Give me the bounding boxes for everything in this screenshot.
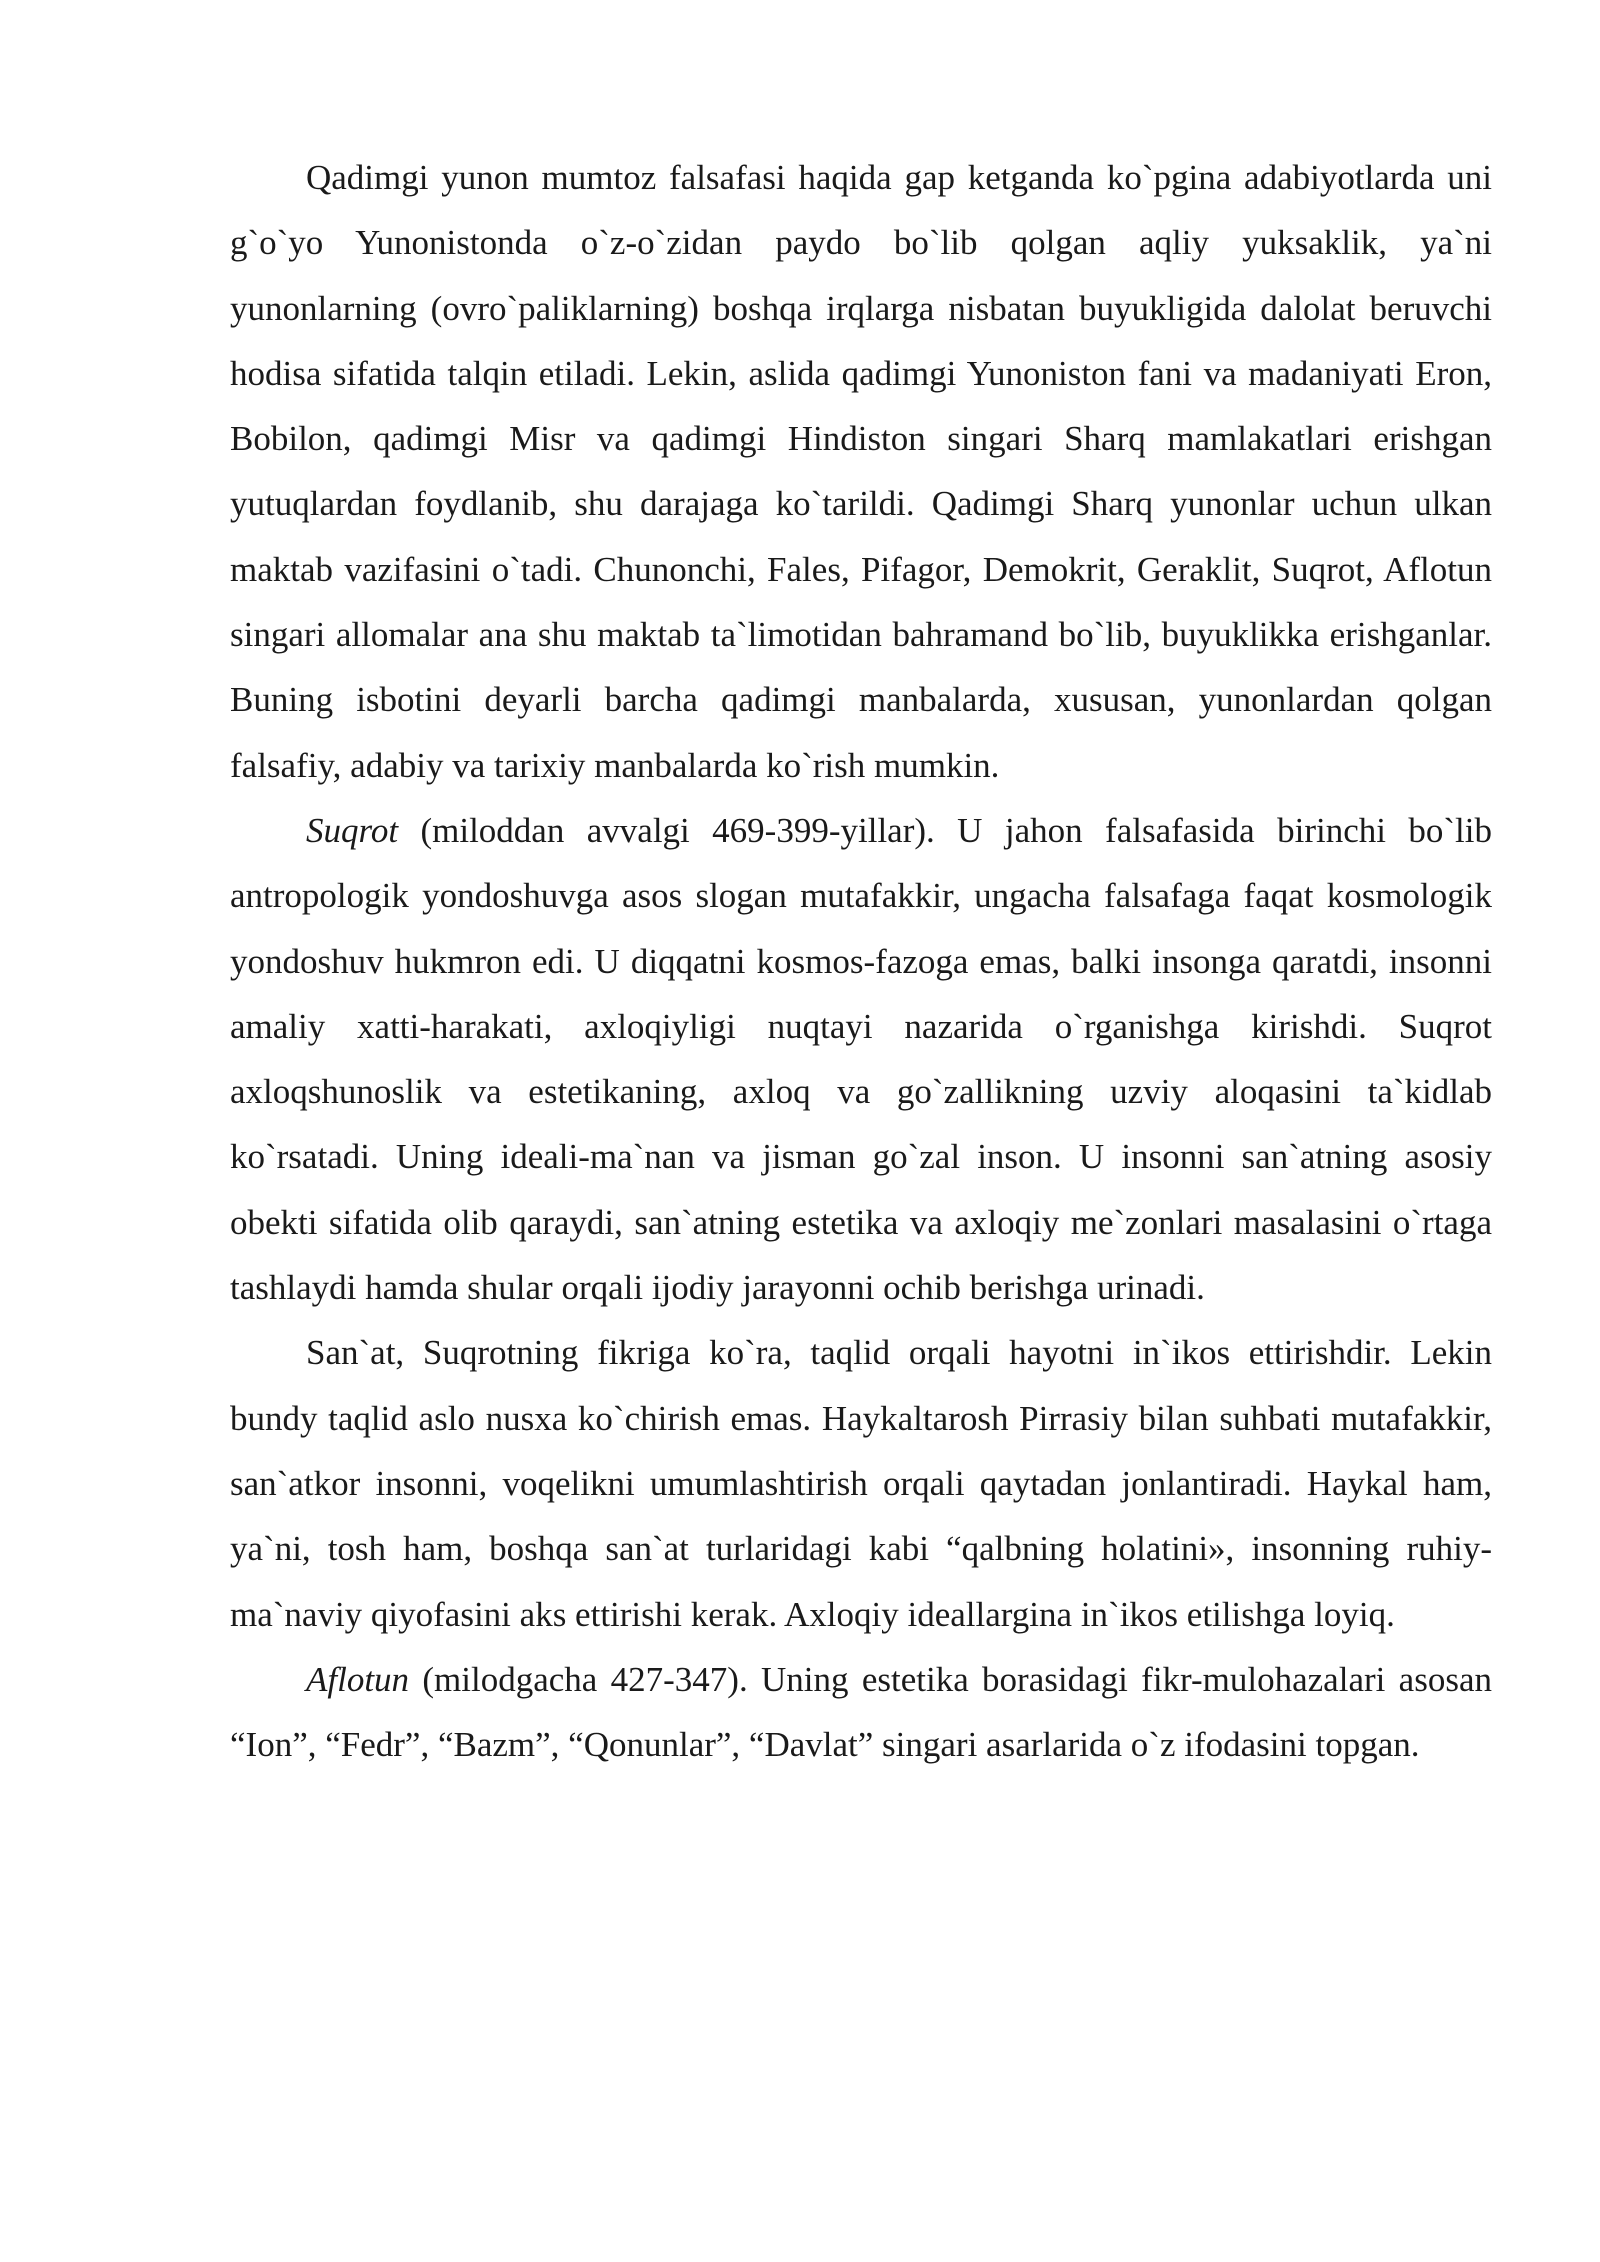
document-page [230, 145, 1492, 1777]
term-suqrot: Suqrot [306, 810, 399, 850]
paragraph-aflotun-text: (milodgacha 427-347). Uning estetika borasidagi fikr-mulohazalari asosan “Ion”, “Fedr”, “Bazm”, “Qonunlar”, “Davlat” singari asarlarida o`z ifodasini topgan. [230, 1659, 1492, 1765]
paragraph-intro [230, 145, 1492, 798]
paragraph-suqrot [230, 798, 1492, 1320]
paragraph-sanat-text: San`at, Suqrotning fikriga ko`ra, taqlid orqali hayotni in`ikos ettirishdir. Lekin bundy taqlid aslo nusxa ko`chirish emas. Haykaltarosh Pirrasiy bilan suhbati mutafakkir, san`atkor insonni, voqelikni umumlashtirish orqali qaytadan jonlantiradi. Haykal ham, ya`ni, tosh ham, boshqa san`at turlaridagi kabi “qalbning holatini», insonning ruhiy-ma`naviy qiyofasini aks ettirishi kerak. Axloqiy ideallargina in`ikos etilishga loyiq. [230, 1333, 1492, 1634]
paragraph-sanat [230, 1320, 1492, 1646]
paragraph-aflotun [230, 1647, 1492, 1778]
paragraph-suqrot-text: (miloddan avvalgi 469-399-yillar). U jahon falsafasida birinchi bo`lib antropologik yondoshuvga asos slogan mutafakkir, ungacha falsafaga faqat kosmologik yondoshuv hukmron edi. U diqqatni kosmos-fazoga emas, balki insonga qaratdi, insonni amaliy xatti-harakati, axloqiyligi nuqtayi nazarida o`rganishga kirishdi. Suqrot axloqshunoslik va estetikaning, axloq va go`zallikning uzviy aloqasini ta`kidlab ko`rsatadi. Uning ideali-ma`nan va jisman go`zal inson. U insonni san`atning asosiy obekti sifatida olib qaraydi, san`atning estetika va axloqiy me`zonlari masalasini o`rtaga tashlaydi hamda shular orqali ijodiy jarayonni ochib berishga urinadi. [230, 810, 1492, 1308]
term-aflotun: Aflotun [306, 1659, 410, 1699]
paragraph-intro-text: Qadimgi yunon mumtoz falsafasi haqida gap ketganda ko`pgina adabiyotlarda uni g`o`yo Yunonistonda o`z-o`zidan paydo bo`lib qolgan aqliy yuksaklik, ya`ni yunonlarning (ovro`paliklarning) boshqa irqlarga nisbatan buyukligida dalolat beruvchi hodisa sifatida talqin etiladi. Lekin, aslida qadimgi Yunoniston fani va madaniyati Eron, Bobilon, qadimgi Misr va qadimgi Hindiston singari Sharq mamlakatlari erishgan yutuqlardan foydlanib, shu darajaga ko`tarildi. Qadimgi Sharq yunonlar uchun ulkan maktab vazifasini o`tadi. Chunonchi, Fales, Pifagor, Demokrit, Geraklit, Suqrot, Aflotun singari allomalar ana shu maktab ta`limotidan bahramand bo`lib, buyuklikka erishganlar. Buning isbotini deyarli barcha qadimgi manbalarda, xususan, yunonlardan qolgan falsafiy, adabiy va tarixiy manbalarda ko`rish mumkin. [230, 158, 1492, 785]
